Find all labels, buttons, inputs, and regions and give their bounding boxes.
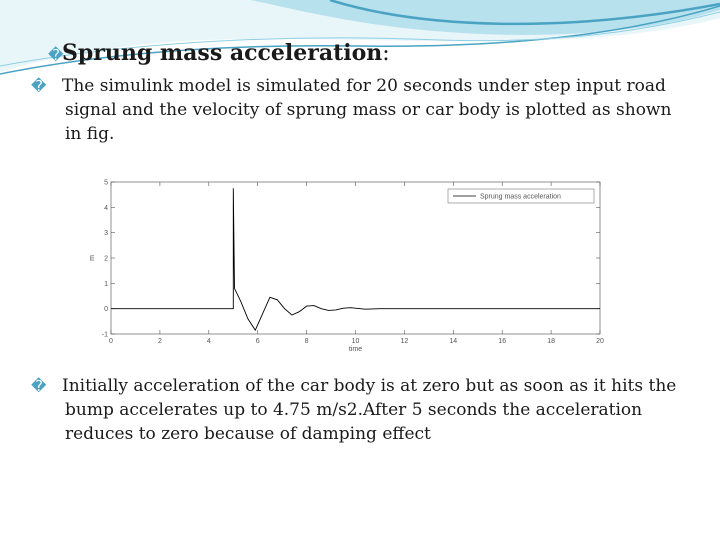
x-tick-label: 6: [255, 338, 260, 345]
paragraph-1-text: The simulink model is simulated for 20 seconds under step input road signal and the velocity of sprung mass or car body is plotted as shown in fig.: [62, 76, 672, 144]
x-tick-label: 14: [449, 338, 458, 345]
bullet-paragraph-2: [31, 374, 688, 446]
x-tick-label: 12: [400, 338, 409, 345]
title-bullet-icon: �: [48, 46, 64, 64]
title-text: Sprung mass acceleration: [62, 40, 383, 66]
plot-frame: [111, 182, 600, 334]
y-tick-label: 1: [104, 280, 108, 288]
x-tick-label: 10: [351, 338, 360, 345]
bullet-icon: �: [31, 77, 47, 95]
x-tick-label: 8: [304, 338, 309, 345]
x-tick-label: 16: [498, 338, 507, 345]
y-axis-label: m: [89, 255, 96, 261]
x-tick-label: 0: [109, 338, 113, 345]
x-tick-label: 4: [206, 338, 211, 345]
x-axis-label: time: [348, 346, 363, 352]
y-tick-label: 4: [104, 204, 108, 212]
x-tick-label: 18: [547, 338, 555, 345]
title-colon: :: [382, 41, 390, 66]
y-tick-label: -1: [101, 331, 108, 339]
bullet-paragraph-1: [31, 74, 688, 146]
y-tick-label: 3: [104, 230, 108, 238]
x-tick-label: 2: [157, 338, 162, 345]
acceleration-chart: [84, 172, 614, 352]
y-tick-label: 2: [104, 255, 108, 263]
bullet-icon: �: [31, 377, 47, 395]
x-tick-label: 20: [596, 338, 604, 345]
y-tick-label: 5: [104, 179, 108, 187]
y-tick-label: 0: [104, 306, 108, 314]
legend-label: Sprung mass acceleration: [480, 193, 561, 201]
slide-title: [48, 40, 390, 66]
paragraph-2-text: Initially acceleration of the car body is at zero but as soon as it hits the bump accelerates up to 4.75 m/s2.After 5 seconds the acceleration reduces to zero because of damping effect: [62, 376, 677, 444]
